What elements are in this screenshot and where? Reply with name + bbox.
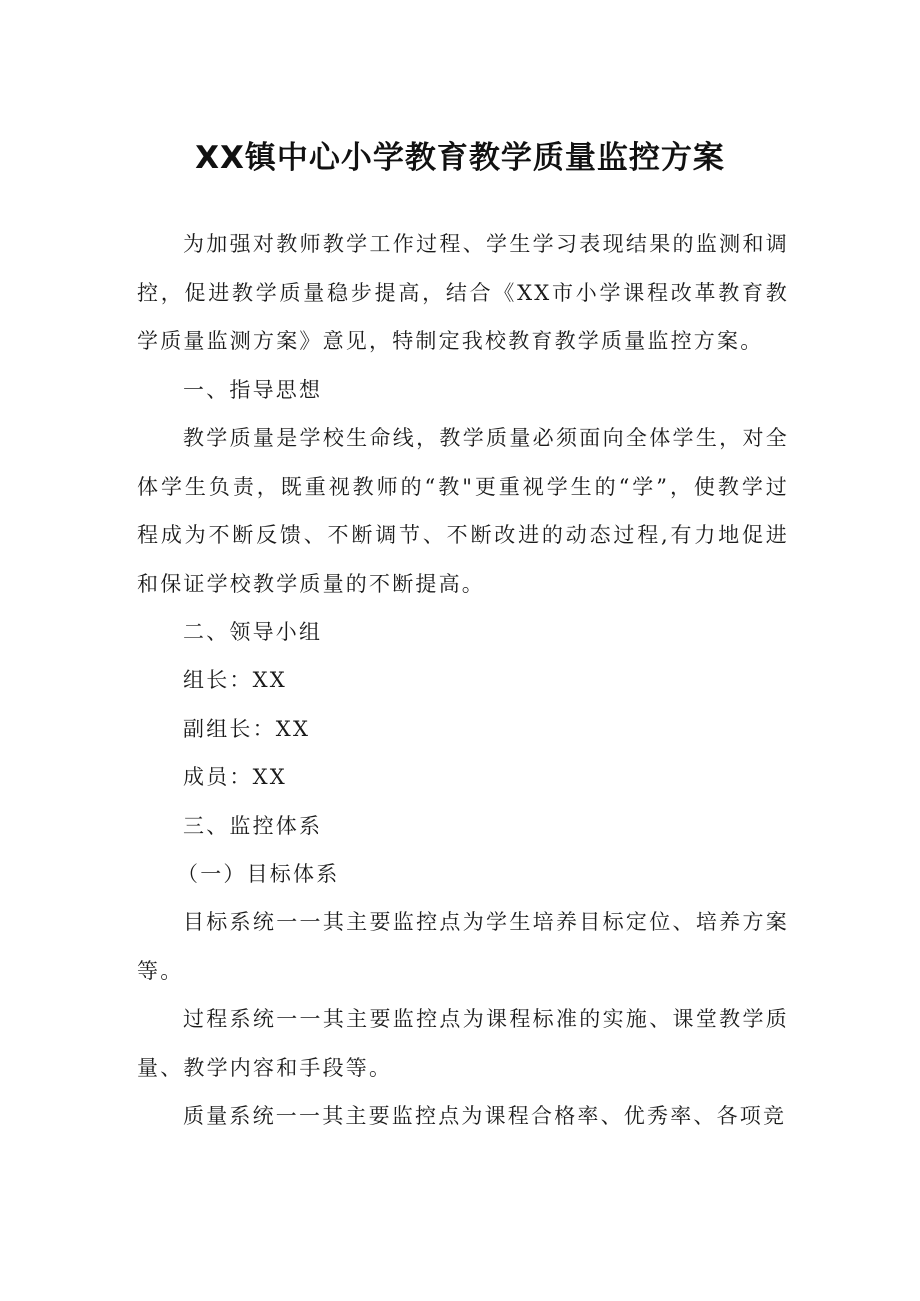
sub-heading-target-system: （一）目标体系 [177,862,340,886]
group-leader-line: 组长：XX [183,668,287,692]
section-heading-guiding-thought: 一、指导思想 [183,378,323,402]
target-system-paragraph: 目标系统一一其主要监控点为学生培养目标定位、培养方案等。 [137,910,789,983]
intro-paragraph: 为加强对教师教学工作过程、学生学习表现结果的监测和调控，促进教学质量稳步提高，结合《XX市小学课程改革教育教学质量监测方案》意见，特制定我校教育教学质量监控方案。 [137,232,789,353]
members-line: 成员：XX [183,765,287,789]
vice-leader-line: 副组长：XX [183,717,311,741]
section-heading-leadership-group: 二、领导小组 [183,620,323,644]
document-title: XX镇中心小学教育教学质量监控方案 [195,140,725,176]
quality-system-paragraph: 质量系统一一其主要监控点为课程合格率、优秀率、各项竞 [183,1104,787,1128]
process-system-paragraph: 过程系统一一其主要监控点为课程标准的实施、课堂教学质量、教学内容和手段等。 [137,1007,789,1080]
section-heading-monitoring-system: 三、监控体系 [183,814,323,838]
guiding-thought-paragraph: 教学质量是学校生命线，教学质量必须面向全体学生，对全体学生负责，既重视教师的“教"更重视学生的“学”，使教学过程成为不断反馈、不断调节、不断改进的动态过程,有力地促进和保证学校教学质量的不断提高。 [137,426,789,596]
